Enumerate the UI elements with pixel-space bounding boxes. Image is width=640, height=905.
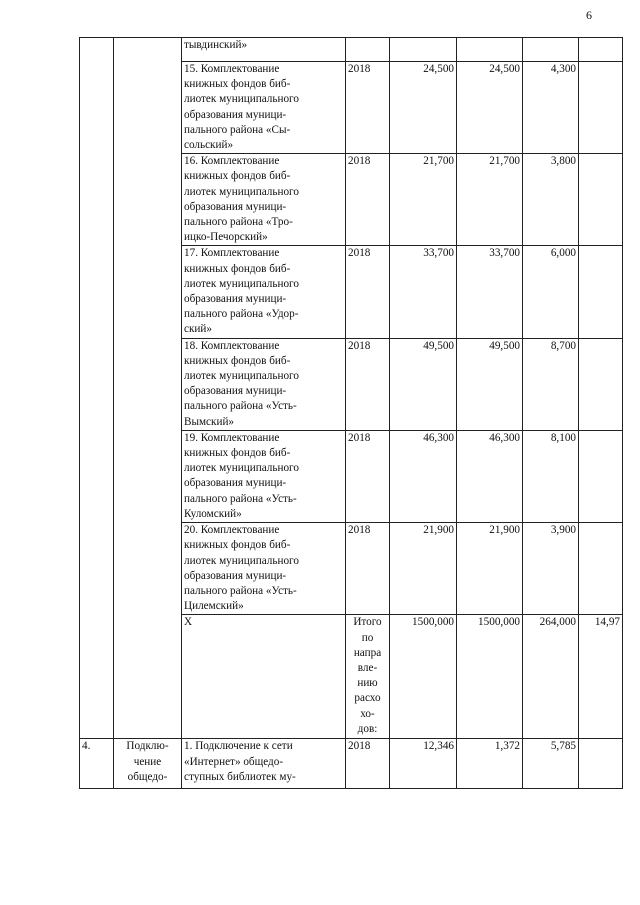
cell-value-3: 8,100 (523, 430, 579, 522)
cell-value-1: 12,346 (390, 739, 457, 789)
cell-value-4 (579, 739, 623, 789)
cell-description: 1. Подключение к сети «Интернет» общедо- ступных библиотек му- (182, 739, 346, 789)
cell-value-3: 3,800 (523, 154, 579, 246)
cell-value-4 (579, 38, 623, 62)
cell-year (346, 38, 390, 62)
cell-total-value-2: 1500,000 (457, 615, 523, 739)
cell-value-2: 24,500 (457, 62, 523, 154)
cell-description: 18. Комплектование книжных фондов биб- лиотек муниципального образования муници- пального района «Усть- Вымский» (182, 338, 346, 430)
section-row (80, 739, 623, 789)
cell-value-1: 49,500 (390, 338, 457, 430)
cell-value-2: 46,300 (457, 430, 523, 522)
cell-value-4 (579, 62, 623, 154)
cell-value-1: 24,500 (390, 62, 457, 154)
cell-value-1: 21,700 (390, 154, 457, 246)
cell-value-2: 1,372 (457, 739, 523, 789)
cell-total-value-1: 1500,000 (390, 615, 457, 739)
cell-section-name: Подклю- чение общедо- (114, 739, 182, 789)
cell-year: 2018 (346, 154, 390, 246)
cell-value-3: 5,785 (523, 739, 579, 789)
cell-description: 20. Комплектование книжных фондов биб- лиотек муниципального образования муници- пального района «Усть- Цилемский» (182, 523, 346, 615)
cell-year: 2018 (346, 430, 390, 522)
cell-section-num: 4. (80, 739, 114, 789)
cell-total-label: Итого по напра вле- нию расхо хо- дов: (346, 615, 390, 739)
cell-value-2: 21,700 (457, 154, 523, 246)
cell-value-4 (579, 338, 623, 430)
cell-value-2: 21,900 (457, 523, 523, 615)
cell-value-4 (579, 430, 623, 522)
cell-year: 2018 (346, 523, 390, 615)
cell-value-2 (457, 38, 523, 62)
cell-value-1: 21,900 (390, 523, 457, 615)
cell-description: 16. Комплектование книжных фондов биб- лиотек муниципального образования муници- пального района «Тро- ицко-Печорский» (182, 154, 346, 246)
cell-total-value-4: 14,97 (579, 615, 623, 739)
cell-value-3: 6,000 (523, 246, 579, 338)
cell-description: 17. Комплектование книжных фондов биб- лиотек муниципального образования муници- пального района «Удор- ский» (182, 246, 346, 338)
cell-value-4 (579, 523, 623, 615)
cell-value-4 (579, 154, 623, 246)
cell-value-3: 8,700 (523, 338, 579, 430)
cell-value-3: 4,300 (523, 62, 579, 154)
cell-value-3: 3,900 (523, 523, 579, 615)
cell-value-3 (523, 38, 579, 62)
cell-value-2: 33,700 (457, 246, 523, 338)
cell-year: 2018 (346, 62, 390, 154)
cell-description: тывдинский» (182, 38, 346, 62)
cell-value-1 (390, 38, 457, 62)
cell-total-value-3: 264,000 (523, 615, 579, 739)
cell-year: 2018 (346, 246, 390, 338)
budget-table (79, 37, 623, 789)
cell-total-marker: Х (182, 615, 346, 739)
cell-value-1: 33,700 (390, 246, 457, 338)
cell-value-1: 46,300 (390, 430, 457, 522)
cell-value-2: 49,500 (457, 338, 523, 430)
cell-num (80, 38, 114, 739)
cell-description: 19. Комплектование книжных фондов биб- лиотек муниципального образования муници- пального района «Усть- Куломский» (182, 430, 346, 522)
table-row (80, 38, 623, 62)
cell-description: 15. Комплектование книжных фондов биб- лиотек муниципального образования муници- пального района «Сы- сольский» (182, 62, 346, 154)
cell-year: 2018 (346, 338, 390, 430)
cell-year: 2018 (346, 739, 390, 789)
cell-value-4 (579, 246, 623, 338)
cell-direction (114, 38, 182, 739)
page-number: 6 (586, 8, 592, 22)
